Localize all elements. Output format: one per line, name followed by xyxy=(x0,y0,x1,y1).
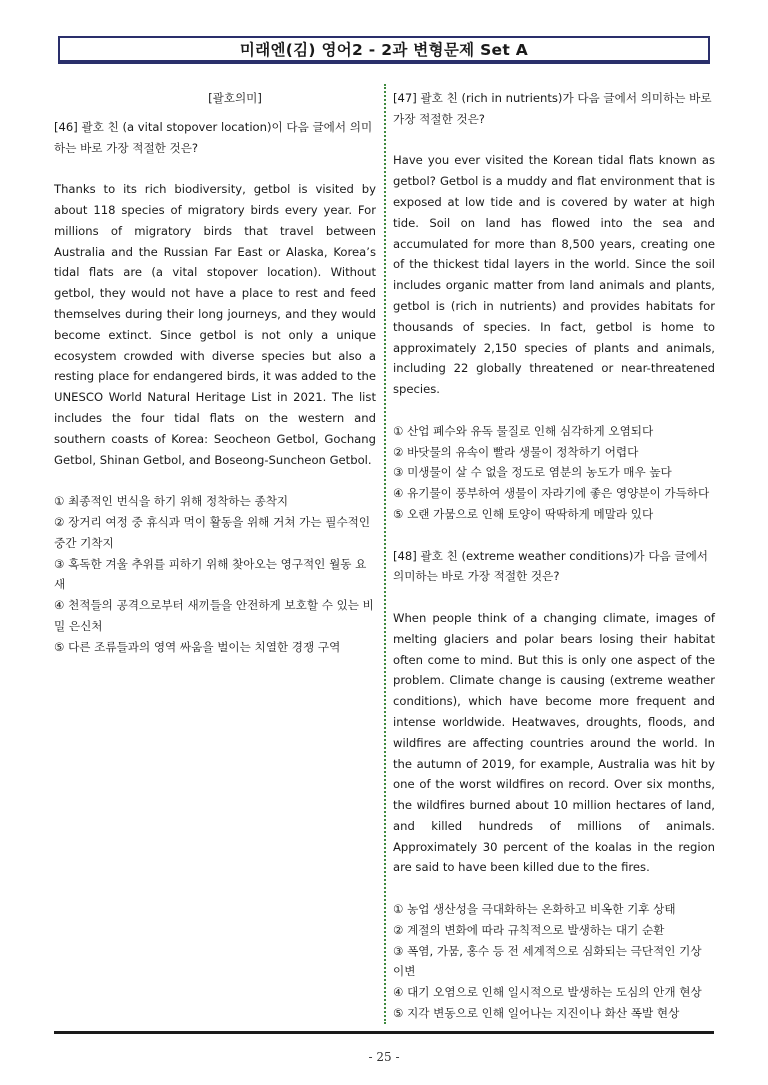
right-column xyxy=(393,88,715,1024)
header-box xyxy=(58,36,710,64)
page-number: - 25 - xyxy=(368,1050,400,1064)
question-47-options xyxy=(393,421,715,525)
option-3: ③ 미생물이 살 수 없을 정도로 염분의 농도가 매우 높다 xyxy=(393,465,672,480)
question-46-passage: Thanks to its rich biodiversity, getbol is visited by about 118 species of migratory birds every year. For millions of migratory birds that travel between Australia and the Russian Far East or Alaska, Korea’s tidal flats are (a vital stopover location). Without getbol, they would not have a place to rest and feed themselves during their long journeys, and they would become extinct. Since getbol is not only a unique ecosystem crowded with diverse species but also a resting place for endangered birds, it was added to the UNESCO World Natural Heritage List in 2021. The list includes the four tidal flats on the western and southern coasts of Korea: Seocheon Getbol, Gochang Getbol, Shinan Getbol, and Boseong-Suncheon Getbol. xyxy=(54,182,376,467)
option-1: ① 농업 생산성을 극대화하는 온화하고 비옥한 기후 상태 xyxy=(393,902,676,917)
option-2: ② 계절의 변화에 따라 규칙적으로 발생하는 대기 순환 xyxy=(393,922,665,937)
option-1: ① 최종적인 번식을 하기 위해 정착하는 종착지 xyxy=(54,494,289,509)
option-2: ② 장거리 여정 중 휴식과 먹이 활동을 위해 거쳐 가는 필수적인 중간 기착지 xyxy=(54,514,371,550)
question-46-options xyxy=(54,491,376,657)
question-48-prompt: [48] 괄호 친 (extreme weather conditions)가 다음 글에서 의미하는 바로 가장 적절한 것은? xyxy=(393,548,709,584)
question-47-prompt: [47] 괄호 친 (rich in nutrients)가 다음 글에서 의미하는 바로 가장 적절한 것은? xyxy=(393,91,712,126)
option-3: ③ 혹독한 겨울 추위를 피하기 위해 찾아오는 영구적인 월동 요새 xyxy=(54,556,367,592)
option-4: ④ 대기 오염으로 인해 일시적으로 발생하는 도심의 안개 현상 xyxy=(393,985,702,1000)
option-5: ⑤ 다른 조류들과의 영역 싸움을 벌이는 치열한 경쟁 구역 xyxy=(54,639,341,654)
section-label: [괄호의미] xyxy=(208,91,262,105)
question-46-prompt: [46] 괄호 친 (a vital stopover location)이 다음 글에서 의미하는 바로 가장 적절한 것은? xyxy=(54,119,373,155)
left-column xyxy=(54,88,376,658)
option-3: ③ 폭염, 가뭄, 홍수 등 전 세계적으로 심화되는 극단적인 기상 이변 xyxy=(393,943,702,979)
option-5: ⑤ 지각 변동으로 인해 일어나는 지진이나 화산 폭발 현상 xyxy=(393,1006,680,1021)
option-1: ① 산업 폐수와 유독 물질로 인해 심각하게 오염되다 xyxy=(393,423,654,438)
question-48-passage: When people think of a changing climate, images of melting glaciers and polar bears losing their habitat often come to mind. But this is only one aspect of the problem. Climate change is causing (extreme weather conditions), which have become more frequent and intense worldwide. Heatwaves, droughts, floods, and wildfires are affecting countries around the world. In the autumn of 2019, for example, Australia was hit by one of the worst wildfires on record. Over six months, the wildfires burned about 10 million hectares of land, and killed hundreds of millions of animals. Approximately 30 percent of the koalas in the region are said to have been killed due to the fires. xyxy=(393,610,715,875)
option-5: ⑤ 오랜 가뭄으로 인해 토양이 딱딱하게 메말라 있다 xyxy=(393,506,654,521)
option-4: ④ 천적들의 공격으로부터 새끼들을 안전하게 보호할 수 있는 비밀 은신처 xyxy=(54,598,374,633)
option-4: ④ 유기물이 풍부하여 생물이 자라기에 좋은 영양분이 가득하다 xyxy=(393,486,710,501)
column-divider xyxy=(384,84,386,1024)
footer-rule xyxy=(54,1031,714,1034)
question-48-options xyxy=(393,899,715,1024)
question-47-passage: Have you ever visited the Korean tidal flats known as getbol? Getbol is a muddy and flat environment that is exposed at low tide and is covered by water at high tide. Soil on land has flowed into the sea and accumulated for more than 8,500 years, creating one of the thickest tidal layers in the world. Since the soil includes organic matter from land animals and plants, getbol is (rich in nutrients) and provides habitats for thousands of species. In fact, getbol is home to approximately 2,150 species of plants and animals, including 22 globally threatened or near-threatened species. xyxy=(393,153,715,397)
page-title: 미래엔(김) 영어2 - 2과 변형문제 Set A xyxy=(239,41,529,59)
option-2: ② 바닷물의 유속이 빨라 생물이 정착하기 어렵다 xyxy=(393,444,639,459)
